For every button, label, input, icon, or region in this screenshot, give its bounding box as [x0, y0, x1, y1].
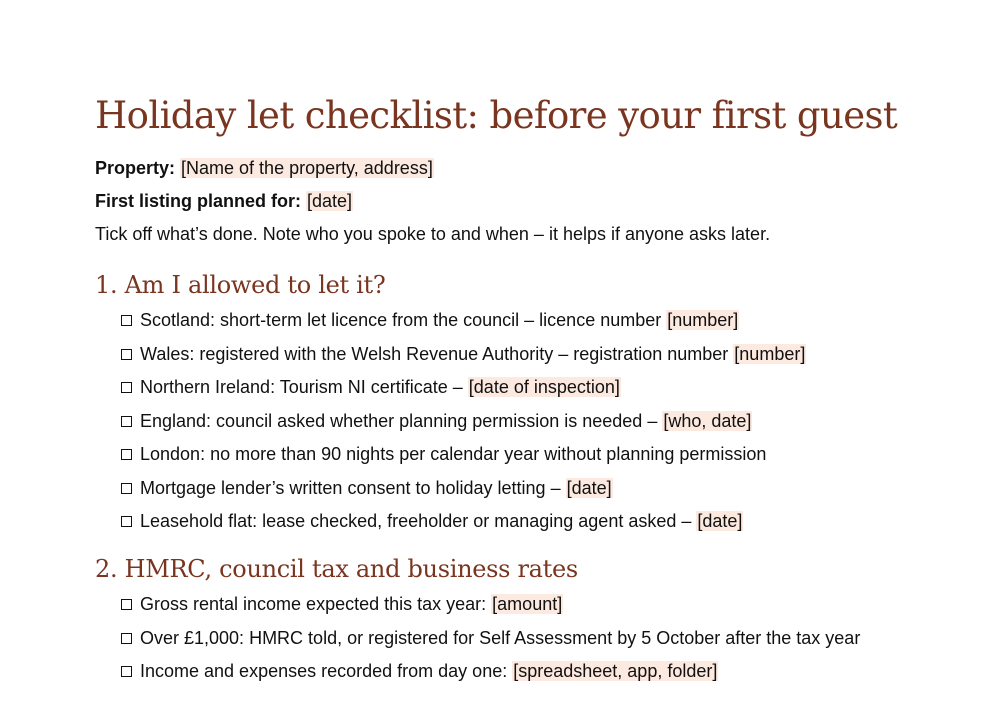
checklist-item — [121, 410, 901, 433]
checklist-item — [121, 627, 901, 650]
checklist-item-text — [140, 443, 901, 466]
first-listing-placeholder: [date] — [307, 191, 353, 211]
first-listing-line — [95, 190, 905, 212]
checkbox-icon[interactable] — [121, 449, 132, 460]
item-placeholder: [number] — [734, 343, 806, 364]
checklist-item — [121, 343, 901, 366]
item-placeholder: [who, date] — [663, 410, 752, 431]
item-placeholder: [spreadsheet, app, folder] — [513, 661, 718, 681]
item-label: Income and expenses recorded from day one: — [140, 661, 513, 681]
checkbox-icon[interactable] — [121, 315, 132, 326]
section-heading: 1. Am I allowed to let it? — [95, 271, 386, 299]
checkbox-icon[interactable] — [121, 382, 132, 393]
item-placeholder: [amount] — [492, 594, 563, 614]
item-label: Wales: registered with the Welsh Revenue Authority – registration number — [140, 343, 734, 364]
intro-text: Tick off what’s done. Note who you spoke to and when – it helps if anyone asks later. — [95, 224, 771, 244]
checkbox-icon[interactable] — [121, 349, 132, 360]
checklist-item-text — [140, 309, 901, 332]
checklist-item-text — [140, 343, 901, 366]
checkbox-icon[interactable] — [121, 599, 132, 610]
item-label: Gross rental income expected this tax year: — [140, 594, 492, 614]
checklist-item — [121, 477, 901, 500]
checklist-item — [121, 309, 901, 332]
checklist-item — [121, 443, 901, 466]
item-label: Over £1,000: HMRC told, or registered for Self Assessment by 5 October after the tax year — [140, 627, 861, 648]
checkbox-icon[interactable] — [121, 516, 132, 527]
item-label: London: no more than 90 nights per calendar year without planning permission — [140, 444, 767, 464]
item-placeholder: [date] — [566, 477, 612, 498]
checklist-item-text — [140, 477, 901, 500]
checkbox-icon[interactable] — [121, 666, 132, 677]
checklist-item-text — [140, 510, 901, 533]
checklist-item — [121, 376, 901, 399]
checklist — [95, 309, 905, 533]
checklist-item-text — [140, 376, 901, 399]
checkbox-icon[interactable] — [121, 483, 132, 494]
item-label: Northern Ireland: Tourism NI certificate – — [140, 377, 468, 397]
item-label: Leasehold flat: lease checked, freeholder or managing agent asked – — [140, 511, 697, 531]
checkbox-icon[interactable] — [121, 416, 132, 427]
checklist-item — [121, 510, 901, 533]
checklist-sections — [95, 270, 905, 683]
property-label: Property: — [95, 158, 176, 178]
checklist-item-text — [140, 660, 901, 683]
section-heading: 2. HMRC, council tax and business rates — [95, 555, 578, 583]
checklist-item — [121, 593, 901, 616]
item-label: England: council asked whether planning permission is needed – — [140, 410, 663, 431]
checklist-item-text — [140, 627, 901, 650]
checklist — [95, 593, 905, 683]
item-label: Mortgage lender’s written consent to holiday letting – — [140, 477, 566, 498]
checklist-item — [121, 660, 901, 683]
checklist-item-text — [140, 593, 901, 616]
item-placeholder: [number] — [667, 310, 739, 330]
property-line — [95, 157, 905, 179]
item-placeholder: [date] — [697, 511, 743, 531]
document-title: Holiday let checklist: before your first guest — [95, 94, 898, 137]
first-listing-label: First listing planned for: — [95, 191, 301, 211]
property-placeholder: [Name of the property, address] — [181, 158, 433, 178]
item-placeholder: [date of inspection] — [468, 377, 620, 397]
item-label: Scotland: short-term let licence from the council – licence number — [140, 310, 667, 330]
checklist-item-text — [140, 410, 901, 433]
checkbox-icon[interactable] — [121, 633, 132, 644]
